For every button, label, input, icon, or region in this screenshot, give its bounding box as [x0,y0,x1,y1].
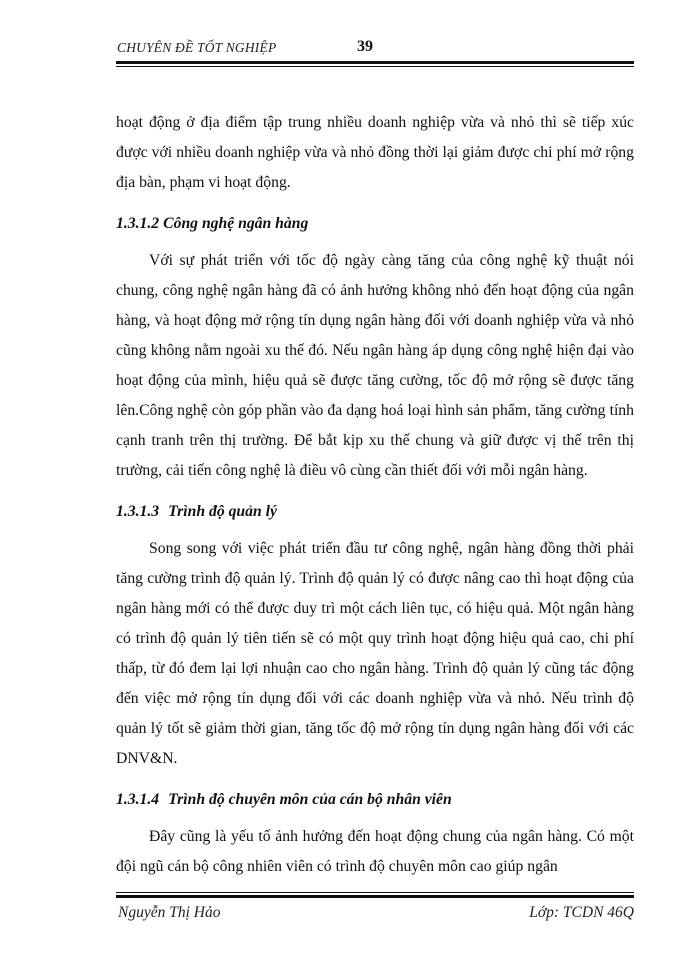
section-title: Công nghệ ngân hàng [163,215,309,232]
header-rule-thick [116,61,634,64]
section-number: 1.3.1.4 [116,791,160,808]
section-title: Trình độ chuyên môn của cán bộ nhân viên [168,791,452,808]
section-number: 1.3.1.3 [116,503,160,520]
section-paragraph-1314: Đây cũng là yếu tố ảnh hưởng đến hoạt động chung của ngân hàng. Có một đội ngũ cán bộ công nhiên viên có trình độ chuyên môn cao giúp ngân [116,828,634,875]
footer-class: Lớp: TCDN 46Q [529,904,634,921]
footer-author: Nguyễn Thị Hảo [118,904,221,921]
footer-rule-thick [116,895,634,898]
section-number: 1.3.1.2 [116,215,160,232]
header-title: CHUYÊN ĐỀ TỐT NGHIỆP [117,40,277,55]
section-heading-1314 [116,785,634,815]
section-paragraph-1312: Với sự phát triển với tốc độ ngày càng tăng của công nghệ kỹ thuật nói chung, công nghệ ngân hàng đã có ảnh hưởng không nhỏ đến hoạt động của ngân hàng, và hoạt động mở rộng tín dụng ngân hàng đối với doanh nghiệp vừa và nhỏ cũng không nằm ngoài xu thế đó. Nếu ngân hàng áp dụng công nghệ hiện đại vào hoạt động của mình, hiệu quả sẽ được tăng cường, tốc độ mở rộng sẽ được tăng lên.Công nghệ còn góp phần vào đa dạng hoá loại hình sản phẩm, tăng cường tính cạnh tranh trên thị trường. Để bắt kịp xu thế chung và giữ được vị thế trên thị trường, cải tiến công nghệ là điều vô cùng cần thiết đối với mỗi ngân hàng. [116,252,634,479]
page-number: 39 [357,38,373,55]
header-rule-thin [116,66,634,67]
page-body [116,108,634,882]
footer-rule-thin [116,892,634,893]
intro-paragraph: hoạt động ở địa điểm tập trung nhiều doanh nghiệp vừa và nhỏ thì sẽ tiếp xúc được với nhiều doanh nghiệp vừa và nhỏ đồng thời lại giảm được chi phí mở rộng địa bàn, phạm vi hoạt động. [116,114,634,191]
section-heading-1313 [116,497,634,527]
section-title: Trình độ quản lý [168,503,277,520]
section-heading-1312 [116,209,634,239]
section-paragraph-1313: Song song với việc phát triển đầu tư công nghệ, ngân hàng đồng thời phải tăng cường trình độ quản lý. Trình độ quản lý có được nâng cao thì hoạt động của ngân hàng mới có thể được duy trì một cách liên tục, có hiệu quả. Một ngân hàng có trình độ quản lý tiên tiến sẽ có một quy trình hoạt động hiệu quả cao, chi phí thấp, từ đó đem lại lợi nhuận cao cho ngân hàng. Trình độ quản lý cũng tác động đến việc mở rộng tín dụng đối với các doanh nghiệp vừa và nhỏ. Nếu trình độ quản lý tốt sẽ giảm thời gian, tăng tốc độ mở rộng tín dụng ngân hàng đối với các DNV&N. [116,540,634,767]
